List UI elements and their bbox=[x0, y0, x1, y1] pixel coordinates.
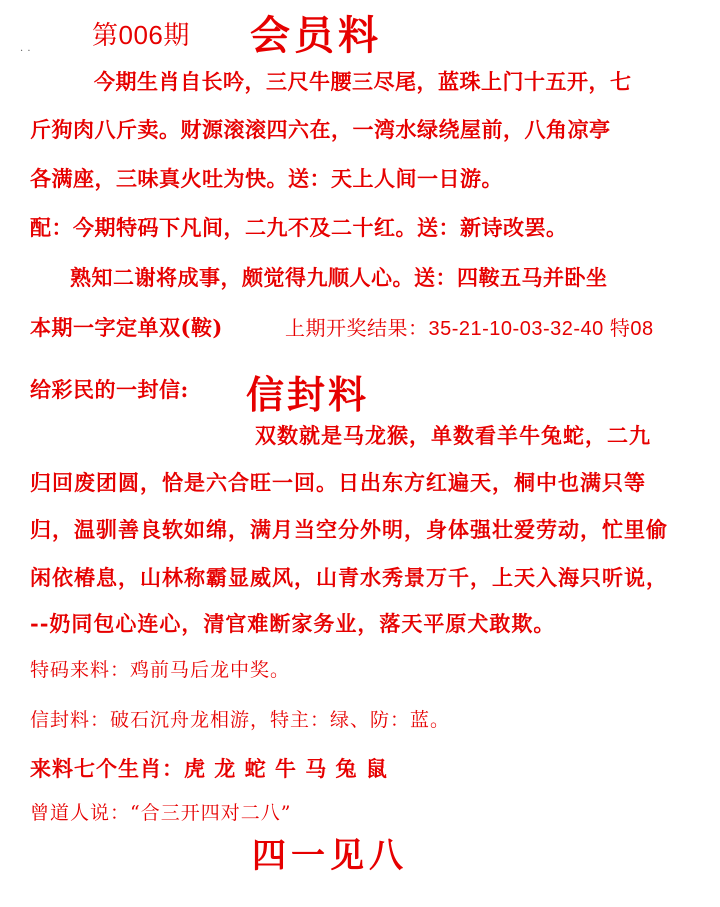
member-line-4: 配：今期特码下凡间，二九不及二十红。送：新诗改罢。 bbox=[30, 215, 568, 240]
member-line-5: 熟知二谢将成事，颇觉得九顺人心。送：四鞍五马并卧坐 bbox=[70, 265, 608, 290]
single-double-tip: 本期一字定单双(鞍) bbox=[30, 315, 223, 340]
member-line-1: 今期生肖自长吟，三尺牛腰三尽尾，蓝珠上门十五开，七 bbox=[94, 69, 632, 94]
letter-line-1: 双数就是马龙猴，单数看羊牛兔蛇，二九 bbox=[255, 423, 651, 448]
letter-intro: 给彩民的一封信: bbox=[30, 377, 189, 402]
letter-line-4: 闲依椿息，山林称霸显威风，山青水秀景万千，上天入海只听说， bbox=[30, 565, 668, 590]
letter-line-3: 归，温驯善良软如绵，满月当空分外明，身体强壮爱劳动，忙里偷 bbox=[30, 517, 668, 542]
envelope-tip: 信封料：破石沉舟龙相游，特主：绿、防：蓝。 bbox=[30, 709, 451, 731]
issue-number: 第006期 bbox=[92, 20, 190, 50]
scan-speck: · · bbox=[20, 46, 32, 57]
member-line-3: 各满座，三味真火吐为快。送：天上人间一日游。 bbox=[30, 166, 503, 191]
envelope-title: 信封料 bbox=[246, 372, 370, 417]
taoist-saying: 曾道人说：“合三开四对二八” bbox=[30, 802, 292, 824]
seven-zodiacs-tip: 来料七个生肖：虎 龙 蛇 牛 马 兔 鼠 bbox=[30, 756, 388, 781]
member-line-2: 斤狗肉八斤卖。财源滚滚四六在，一湾水绿绕屋前，八角凉亭 bbox=[30, 117, 611, 142]
letter-line-5: --奶同包心连心，清官难断家务业，落天平原犬敢欺。 bbox=[30, 611, 556, 636]
final-hint: 四一见八 bbox=[252, 836, 408, 876]
page-title: 会员料 bbox=[250, 12, 382, 59]
last-draw-result: 上期开奖结果：35-21-10-03-32-40 特08 bbox=[285, 318, 654, 340]
special-code-tip: 特码来料：鸡前马后龙中奖。 bbox=[30, 659, 291, 681]
letter-line-2: 归回废团圆，恰是六合旺一回。日出东方红遍天，桐中也满只等 bbox=[30, 470, 646, 495]
